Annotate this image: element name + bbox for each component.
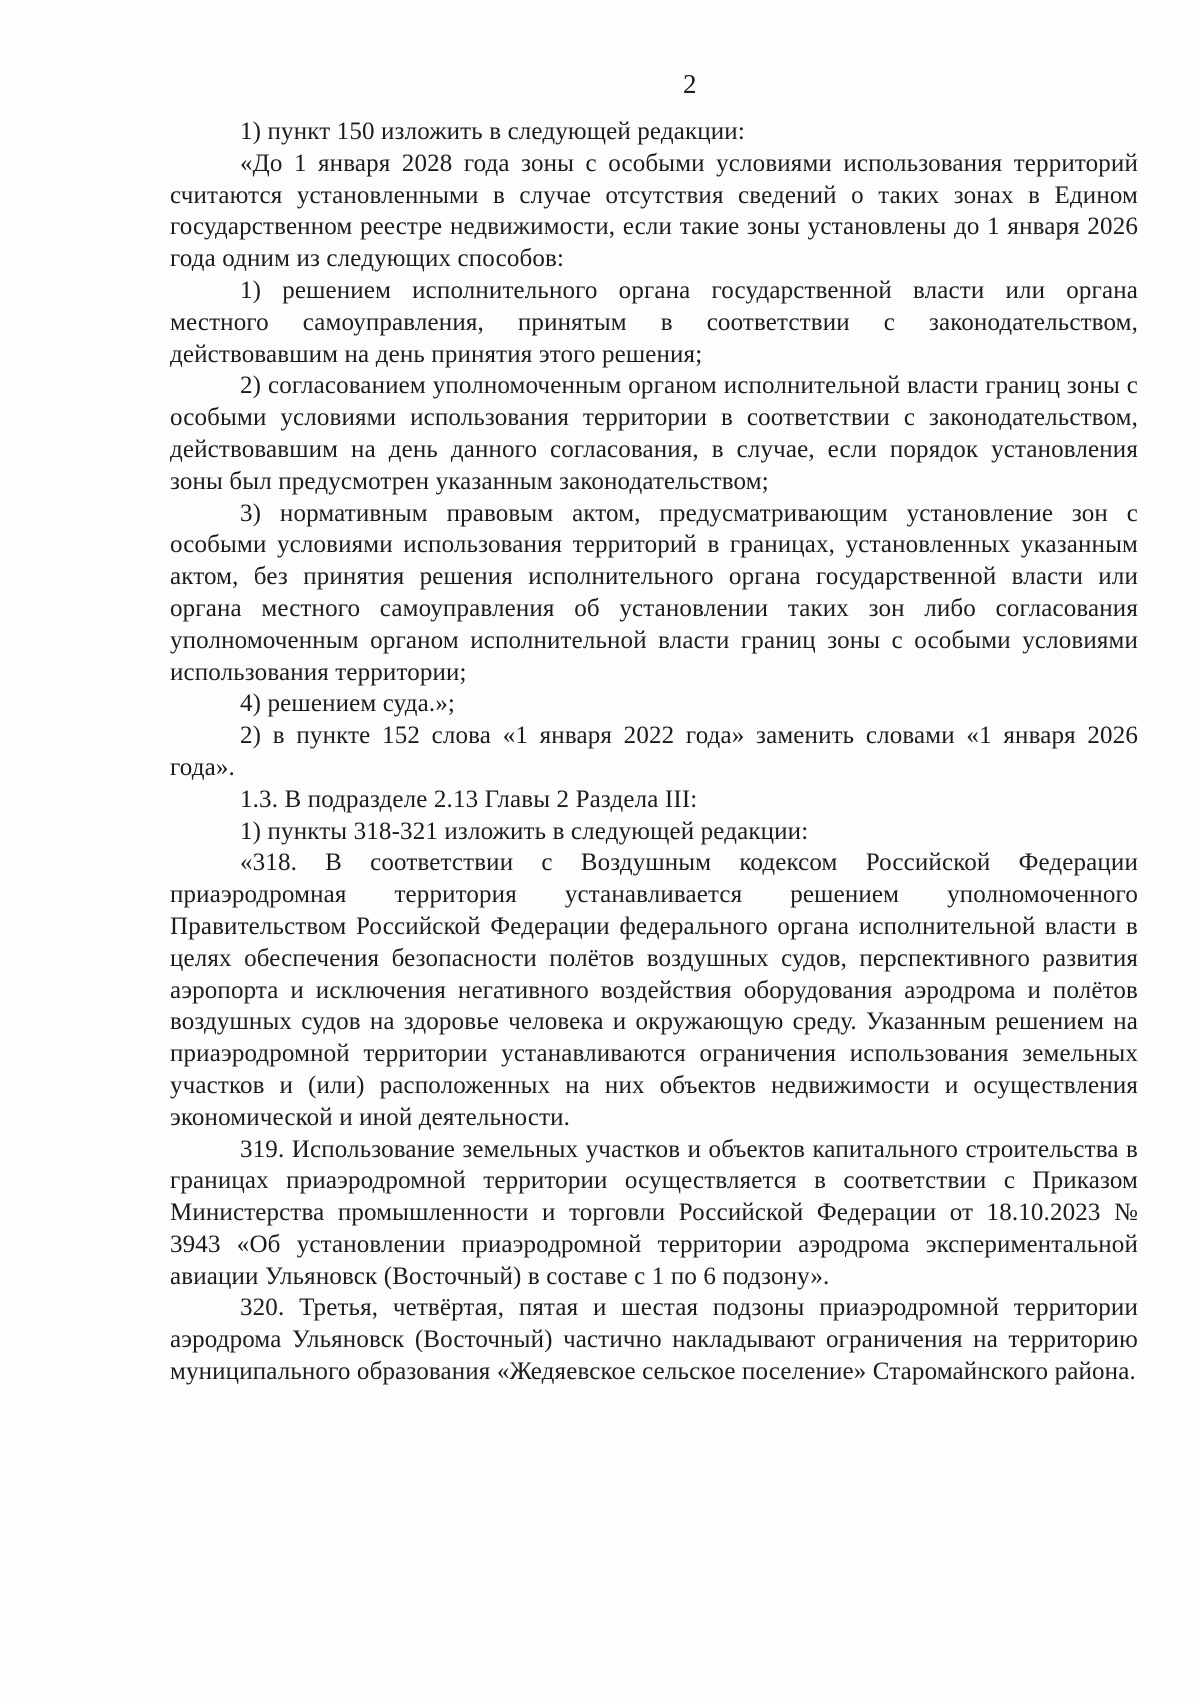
paragraph: 3) нормативным правовым актом, предусматривающим установление зон с особыми условиями использования территорий в границах, установленных указанным актом, без принятия решения исполнительного органа государственной власти или органа местного самоуправления об установлении таких зон либо согласования уполномоченным органом исполнительной власти границ зоны с особыми условиями использования территории; xyxy=(170,499,1138,686)
paragraph: 1) пункт 150 изложить в следующей редакции: xyxy=(240,118,745,145)
paragraph: 1) пункты 318-321 изложить в следующей редакции: xyxy=(240,817,809,845)
paragraph: 320. Третья, четвёртая, пятая и шестая подзоны приаэродромной территории аэродрома Ульяновск (Восточный) частично накладывают ограничения на территорию муниципального образования «Жедяевское сельское поселение» Старомайнского района. xyxy=(170,1294,1138,1386)
paragraph: 2) в пункте 152 слова «1 января 2022 года» заменить словами «1 января 2026 года». xyxy=(170,722,1138,781)
paragraph: 1.3. В подразделе 2.13 Главы 2 Раздела III: xyxy=(240,785,698,813)
document-body xyxy=(170,116,1138,1388)
paragraph: «До 1 января 2028 года зоны с особыми условиями использования территорий считаются установленными в случае отсутствия сведений о таких зонах в Едином государственном реестре недвижимости, если такие зоны установлены до 1 января 2026 года одним из следующих способов: xyxy=(170,149,1138,273)
page-number: 2 xyxy=(683,69,697,99)
paragraph: 2) согласованием уполномоченным органом исполнительной власти границ зоны с особыми условиями использования территории в соответствии с законодательством, действовавшим на день данного согласования, в случае, если порядок установления зоны был предусмотрен указанным законодательством; xyxy=(170,372,1138,495)
paragraph: 1) решением исполнительного органа государственной власти или органа местного самоуправления, принятым в соответствии с законодательством, действовавшим на день принятия этого решения; xyxy=(170,276,1138,368)
paragraph: «318. В соответствии с Воздушным кодексом Российской Федерации приаэродромная территория устанавливается решением уполномоченного Правительством Российской Федерации федерального органа исполнительной власти в целях обеспечения безопасности полётов воздушных судов, перспективного развития аэропорта и исключения негативного воздействия оборудования аэродрома и полётов воздушных судов на здоровье человека и окружающую среду. Указанным решением на приаэродромной территории устанавливаются ограничения использования земельных участков и (или) расположенных на них объектов недвижимости и осуществления экономической и иной деятельности. xyxy=(170,849,1138,1131)
paragraph: 4) решением суда.»; xyxy=(240,690,455,718)
paragraph: 319. Использование земельных участков и объектов капитального строительства в границах приаэродромной территории осуществляется в соответствии с Приказом Министерства промышленности и торговли Российской Федерации от 18.10.2023 № 3943 «Об установлении приаэродромной территории аэродрома экспериментальной авиации Ульяновск (Восточный) в составе с 1 по 6 подзону». xyxy=(170,1135,1138,1290)
